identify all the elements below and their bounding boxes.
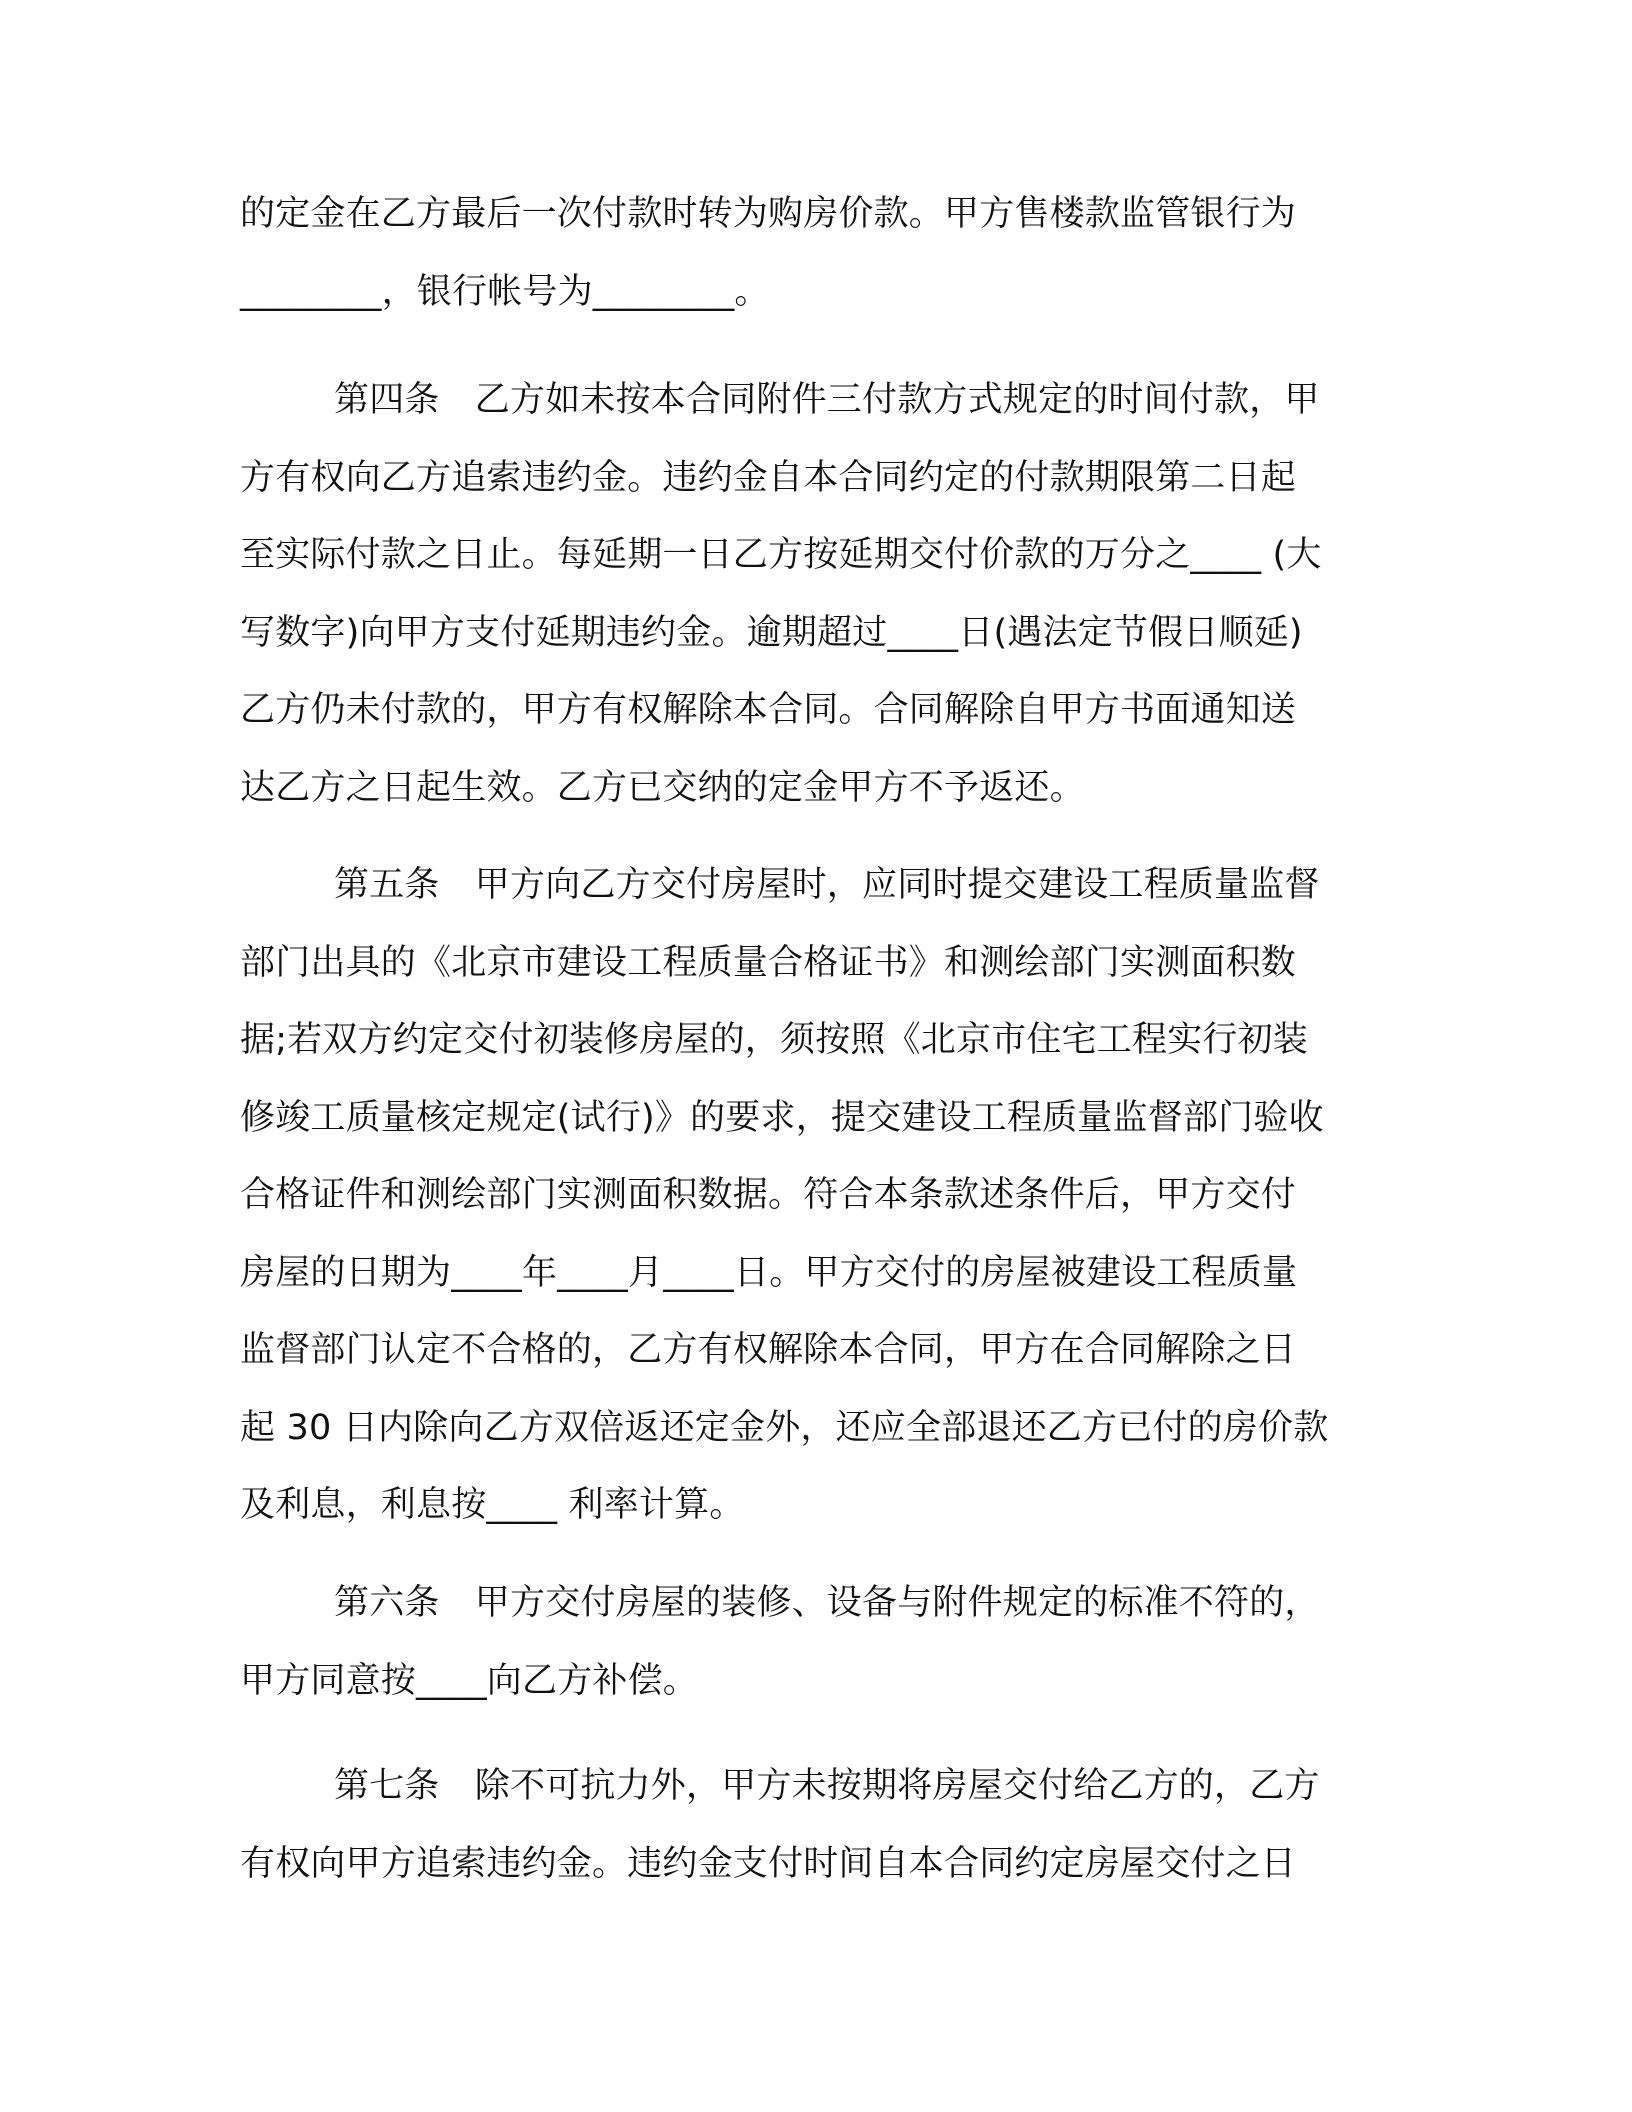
text-line: 的定金在乙方最后一次付款时转为购房价款。甲方售楼款监管银行为 — [240, 194, 1297, 234]
text-line: 第六条 甲方交付房屋的装修、设备与附件规定的标准不符的， — [334, 1583, 1320, 1623]
text-line: 房屋的日期为____年____月____日。甲方交付的房屋被建设工程质量 — [240, 1252, 1298, 1293]
text-line: 有权向甲方追索违约金。违约金支付时间自本合同约定房屋交付之日 — [240, 1843, 1297, 1884]
text-line: 方有权向乙方追索违约金。违约金自本合同约定的付款期限第二日起 — [240, 457, 1297, 498]
text-line: 部门出具的《北京市建设工程质量合格证书》和测绘部门实测面积数 — [240, 942, 1297, 983]
text-line: 第四条 乙方如未按本合同附件三付款方式规定的时间付款，甲 — [334, 380, 1320, 420]
text-line: 据;若双方约定交付初装修房屋的，须按照《北京市住宅工程实行初装 — [240, 1020, 1308, 1060]
text-line: 甲方同意按____向乙方补偿。 — [240, 1660, 699, 1701]
text-line: 修竣工质量核定规定(试行)》的要求，提交建设工程质量监督部门验收 — [240, 1097, 1324, 1138]
article-4 — [240, 362, 1400, 827]
article-6 — [240, 1565, 1400, 1720]
text-line: 及利息，利息按____ 利率计算。 — [240, 1485, 745, 1525]
text-line: 监督部门认定不合格的，乙方有权解除本合同，甲方在合同解除之日 — [240, 1330, 1297, 1370]
text-line: 第五条 甲方向乙方交付房屋时，应同时提交建设工程质量监督 — [334, 865, 1320, 905]
text-line: 写数字)向甲方支付延期违约金。逾期超过____日(遇法定节假日顺延) — [240, 612, 1303, 653]
article-7 — [240, 1748, 1400, 1903]
text-line: 第七条 除不可抗力外，甲方未按期将房屋交付给乙方的，乙方 — [334, 1766, 1320, 1806]
text-line: 起 30 日内除向乙方双倍返还定金外，还应全部退还乙方已付的房价款 — [240, 1407, 1329, 1448]
text-line: 达乙方之日起生效。乙方已交纳的定金甲方不予返还。 — [240, 767, 1085, 808]
text-line: 合格证件和测绘部门实测面积数据。符合本条款述条件后，甲方交付 — [240, 1175, 1297, 1215]
text-line: 至实际付款之日止。每延期一日乙方按延期交付价款的万分之____ (大 — [240, 535, 1322, 575]
paragraph-continuation — [240, 176, 1400, 331]
text-line: ________，银行帐号为________。 — [240, 271, 770, 312]
article-5 — [240, 847, 1400, 1545]
text-line: 乙方仍未付款的，甲方有权解除本合同。合同解除自甲方书面通知送 — [240, 690, 1297, 730]
